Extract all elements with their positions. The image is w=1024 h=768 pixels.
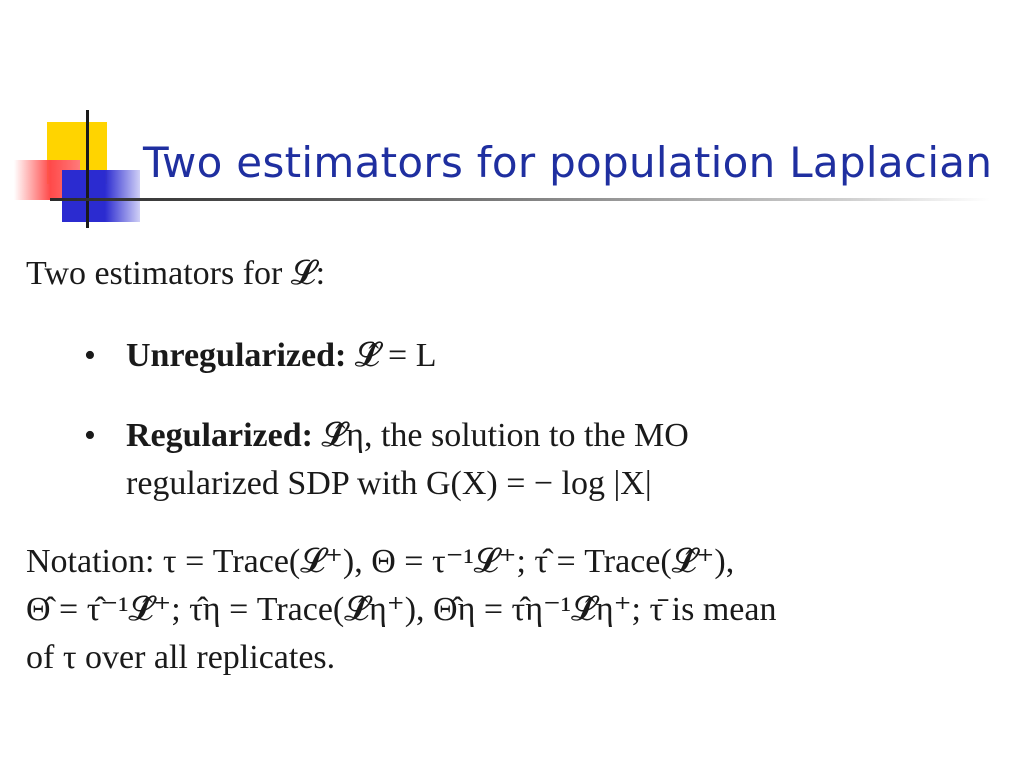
bullet-unregularized (26, 332, 1001, 380)
estimator-list (26, 332, 1001, 508)
notation-line: of τ over all replicates. (26, 639, 336, 676)
bullet-text: 𝓛̂ = L (354, 337, 437, 374)
bullet-regularized (26, 412, 1001, 508)
bullet-text-continuation: regularized SDP with G(X) = − log |X| (126, 465, 652, 502)
bullet-text: 𝓛̂η, the solution to the MO (321, 417, 689, 454)
notation-line: Notation: τ = Trace(𝓛⁺), Θ = τ⁻¹𝓛⁺; τ̂ = Trace(𝓛̂⁺), (26, 543, 735, 580)
vertical-rule (86, 110, 89, 228)
bullet-dot-icon: • (84, 337, 96, 374)
slide-title: Two estimators for population Laplacian (143, 138, 993, 187)
notation-line: Θ̂ = τ̂⁻¹𝓛̂⁺; τ̂η = Trace(𝓛̂η⁺), Θ̂η = τ̂η⁻¹𝓛̂η⁺; τ̄ is mean (26, 591, 777, 628)
bullet-label: Regularized: (126, 417, 313, 454)
title-underline-rule (50, 198, 990, 201)
slide-body (26, 250, 1001, 682)
bullet-label: Unregularized: (126, 337, 347, 374)
notation-paragraph (26, 538, 1001, 682)
slide-logo-decoration (0, 0, 160, 240)
blue-square-shape (62, 170, 140, 222)
bullet-dot-icon: • (84, 417, 96, 454)
intro-text: Two estimators for 𝓛: (26, 255, 326, 292)
